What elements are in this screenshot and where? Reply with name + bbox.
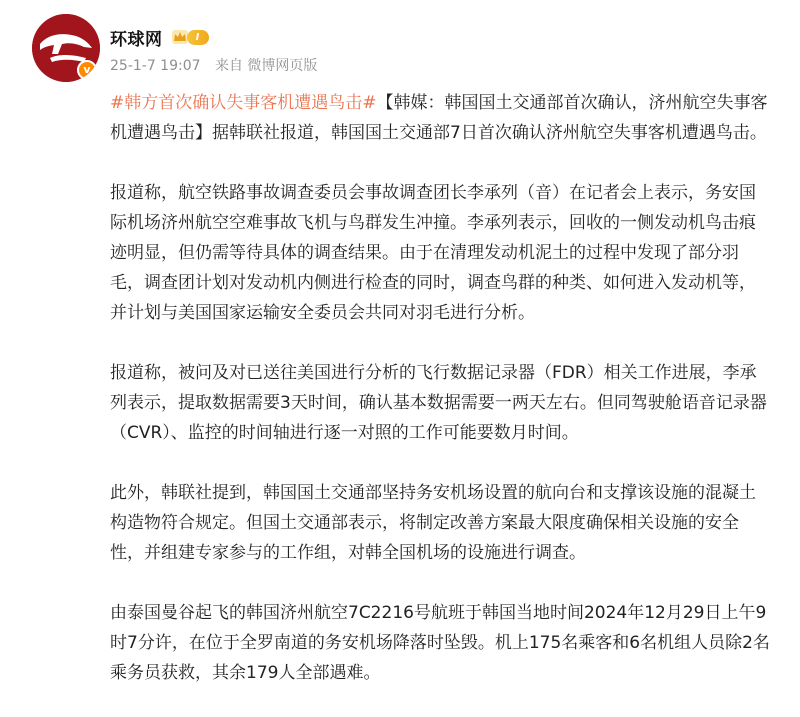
paragraph-5: 由泰国曼谷起飞的韩国济州航空7C2216号航班于韩国当地时间2024年12月29日上午9时7分许，在位于全罗南道的务安机场降落时坠毁。机上175名乘客和6名机组人员除2名乘务员获救，其余179人全部遇难。	[110, 603, 770, 683]
paragraph-1	[110, 88, 770, 148]
author-line	[110, 24, 209, 50]
post-meta	[110, 55, 317, 75]
author-name[interactable]: 环球网	[110, 29, 163, 50]
post-timestamp[interactable]: 25-1-7 19:07	[110, 58, 201, 74]
author-avatar[interactable]	[32, 14, 100, 82]
paragraph-2: 报道称，航空铁路事故调查委员会事故调查团长李承列（音）在记者会上表示，务安国际机场济州航空空难事故飞机与鸟群发生冲撞。李承列表示，回收的一侧发动机鸟击痕迹明显，但仍需等待具体的调查结果。由于在清理发动机泥土的过程中发现了部分羽毛，调查团计划对发动机内侧进行检查的同时，调查鸟群的种类、如何进入发动机等，并计划与美国国家运输安全委员会共同对羽毛进行分析。	[110, 183, 756, 323]
paragraph-4: 此外，韩联社提到，韩国国土交通部坚持务安机场设置的航向台和支撑该设施的混凝土构造物符合规定。但国土交通部表示，将制定改善方案最大限度确保相关设施的安全性，并组建专家参与的工作组，对韩全国机场的设施进行调查。	[110, 483, 756, 563]
vip-badge[interactable]	[171, 29, 209, 45]
paragraph-3: 报道称，被问及对已送往美国进行分析的飞行数据记录器（FDR）相关工作进展，李承列表示，提取数据需要3天时间，确认基本数据需要一两天左右。但同驾驶舱语音记录器（CVR）、监控的时间轴进行逐一对照的工作可能要数月时间。	[110, 363, 767, 443]
post-header	[32, 14, 772, 84]
crown-icon	[171, 29, 189, 45]
hashtag-link[interactable]: #韩方首次确认失事客机遭遇鸟击#	[110, 93, 377, 113]
post-source: 来自 微博网页版	[214, 58, 318, 74]
verified-badge-icon: v	[77, 60, 97, 80]
paragraph-text: 【韩媒：韩国国土交通部首次确认，济州航空失事客机遭遇鸟击】据韩联社报道，韩国国土交通部7日首次确认济州航空失事客机遭遇鸟击。	[110, 93, 768, 143]
level-badge: I	[187, 30, 209, 45]
post-body	[110, 88, 770, 717]
